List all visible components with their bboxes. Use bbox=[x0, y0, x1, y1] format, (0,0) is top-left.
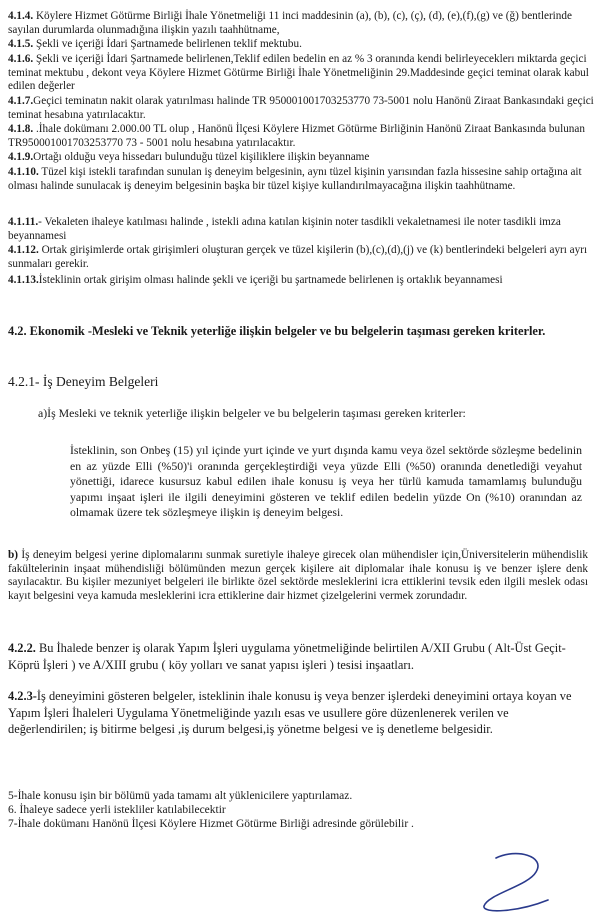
item-number: 4.1.12. bbox=[8, 244, 39, 256]
item-number: 4.1.4. bbox=[8, 10, 34, 22]
item-4-1-5 bbox=[8, 38, 596, 52]
footer-line-7: 7-İhale dokümanı Hanönü İlçesi Köylere Hizmet Götürme Birliği adresinde görülebilir . bbox=[8, 818, 414, 830]
item-text: Tüzel kişi istekli tarafından sunulan iş deneyim belgesinin, aynı tüzel kişinin yarısından fazla hissesine sahip ortağına ait olması halinde sunulacak iş deneyim belgesinin başka bir tüzel kişiye kullandırılmayacağına ilişkin taahhütname. bbox=[8, 166, 582, 192]
diploma-paragraph bbox=[8, 549, 588, 603]
item-text: Köylere Hizmet Götürme Birliği İhale Yönetmeliği 11 inci maddesinin (a), (b), (c), (ç), (d), (e),(f),(g) ve (ğ) bentlerinde sayılan durumlarda olunmadığına ilişkin yazılı taahhütname, bbox=[8, 10, 572, 36]
item-4-1-10 bbox=[8, 166, 596, 193]
paragraph-label: b) bbox=[8, 549, 19, 561]
footer-line-6: 6. İhaleye sadece yerli istekliler katılabilecektir bbox=[8, 804, 226, 816]
item-number: 4.2.2. bbox=[8, 641, 36, 655]
item-4-1-7 bbox=[8, 95, 596, 122]
item-text: İş deneyimini gösteren belgeler, isteklinin ihale konusu iş veya benzer işlerdeki deneyimini ortaya koyan ve Yapım İşleri İhaleleri Uygulama Yönetmeliğinde yazılı esas ve usullere göre düzenlenerek verilen ve değerlendirilen; iş bitirme belgesi ,iş durum belgesi,iş yönetme belgesi ve iş denetleme belgesidir. bbox=[8, 689, 572, 736]
item-4-1-11 bbox=[8, 216, 596, 243]
item-number: 4.2.3- bbox=[8, 689, 37, 703]
item-number: 4.1.5. bbox=[8, 38, 34, 50]
item-number: 4.1.13. bbox=[8, 274, 39, 286]
item-number: 4.1.6. bbox=[8, 53, 34, 65]
handwritten-signature bbox=[466, 850, 566, 918]
footer-line-5: 5-İhale konusu işin bir bölümü yada tamamı alt yüklenicilere yaptırılamaz. bbox=[8, 790, 353, 802]
section-title: 4.2. Ekonomik -Mesleki ve Teknik yeterliğe ilişkin belgeler ve bu belgelerin taşıması gereken kriterler. bbox=[8, 324, 546, 338]
item-text: Bu İhalede benzer iş olarak Yapım İşleri uygulama yönetmeliğinde belirtilen A/XII Grubu ( Alt-Üst Geçit-Köprü İşleri ) ve A/XIII grubu ( köy yolları ve sanat yapısı işleri ) tesisi inşaatları. bbox=[8, 641, 566, 672]
item-number: 4.1.9. bbox=[8, 151, 34, 163]
item-text: Geçici teminatın nakit olarak yatırılması halinde TR 950001001703253770 73-5001 nolu Hanönü Ziraat Bankasındaki geçici teminat hesabına yatırılacaktır. bbox=[8, 95, 594, 121]
item-number: 4.1.10. bbox=[8, 166, 39, 178]
experience-paragraph: İsteklinin, son Onbeş (15) yıl içinde yurt içinde ve yurt dışında kamu veya özel sektörde sözleşme bedelinin en az yüzde Elli (%50)'i oranında gerçekleştirdiği veya yüzde Elli (%50) oranında denetlediği veyahut yönettiği, idarece kusursuz kabul edilen ihale konusu iş veya her türlü kamuda tamamlamış bulunduğu yapımı inşaat işleri ile ilgili deneyimini gösteren ve teklif edilen bedelin yüzde On (%10) oranından az olmamak üzere tek sözleşmeye ilişkin iş deneyim belgesi. bbox=[70, 443, 582, 519]
item-number: 4.1.11. bbox=[8, 216, 39, 228]
item-4-1-9 bbox=[8, 151, 596, 165]
item-4-1-13 bbox=[8, 274, 596, 288]
item-text: Ortağı olduğu veya hissedarı bulunduğu tüzel kişiliklere ilişkin beyanname bbox=[33, 151, 370, 163]
item-4-1-8 bbox=[8, 123, 596, 150]
item-4-1-6 bbox=[8, 53, 596, 94]
item-4-2-3 bbox=[8, 688, 580, 738]
paragraph-text: İş deneyim belgesi yerine diplomalarını sunmak suretiyle ihaleye girecek olan mühendisler için,Üniversitelerin mühendislik fakültelerinin inşaat mühendisliği bölümünden mezun gerçek kişilere ait diplomalar ihale konusu iş ve benzer işlere denk sayılacaktır. Bu kişiler mezuniyet belgeleri ile birlikte özel sektörde mesleklerini icra ettiklerini tevsik eden ilgili meslek odası kayıt belgesini veya kamuda mesleklerini icra ettiklerine dair hizmet çizelgelerini vermek zorundadır. bbox=[8, 549, 588, 602]
item-text: Şekli ve içeriği İdari Şartnamede belirlenen,Teklif edilen bedelin en az % 3 oranında kendi belirleyeceklerı miktarda geçici teminat mektubu , dekont veya Köylere Hizmet Götürme Birliği İhale Yönetmeliğinin 29.Maddesinde geçici teminat olarak kabul edilen değerler bbox=[8, 53, 589, 92]
criteria-heading: a)İş Mesleki ve teknik yeterliğe ilişkin belgeler ve bu belgelerin taşıması gereken kriterler: bbox=[38, 406, 466, 420]
item-4-1-12 bbox=[8, 244, 596, 271]
item-text: İsteklinin ortak girişim olması halinde şekli ve içeriği bu şartnamede belirlenen iş ortaklık beyannamesi bbox=[38, 274, 503, 286]
item-4-1-4 bbox=[8, 10, 596, 37]
item-text: Şekli ve içeriği İdari Şartnamede belirlenen teklif mektubu. bbox=[33, 38, 302, 50]
subsection-title: 4.2.1- İş Deneyim Belgeleri bbox=[8, 374, 159, 389]
item-text: Ortak girişimlerde ortak girişimleri oluşturan gerçek ve tüzel kişilerin (b),(c),(d),(j) ve (k) bentlerindeki belgeleri ayrı ayrı sunmaları gerekir. bbox=[8, 244, 588, 270]
item-number: 4.1.7. bbox=[8, 95, 34, 107]
item-4-2-2 bbox=[8, 640, 580, 673]
item-text: .İhale dokümanı 2.000.00 TL olup , Hanönü İlçesi Köylere Hizmet Götürme Birliğinin Hanönü Ziraat Bankasında bulunan TR950001001703253770 73 - 5001 nolu hesabına yatırılacaktır. bbox=[8, 123, 585, 149]
item-number: 4.1.8. bbox=[8, 123, 34, 135]
item-text: - Vekaleten ihaleye katılması halinde , istekli adına katılan kişinin noter tasdikli vekaletnamesi ile noter tasdikli imza beyannamesi bbox=[8, 216, 561, 242]
